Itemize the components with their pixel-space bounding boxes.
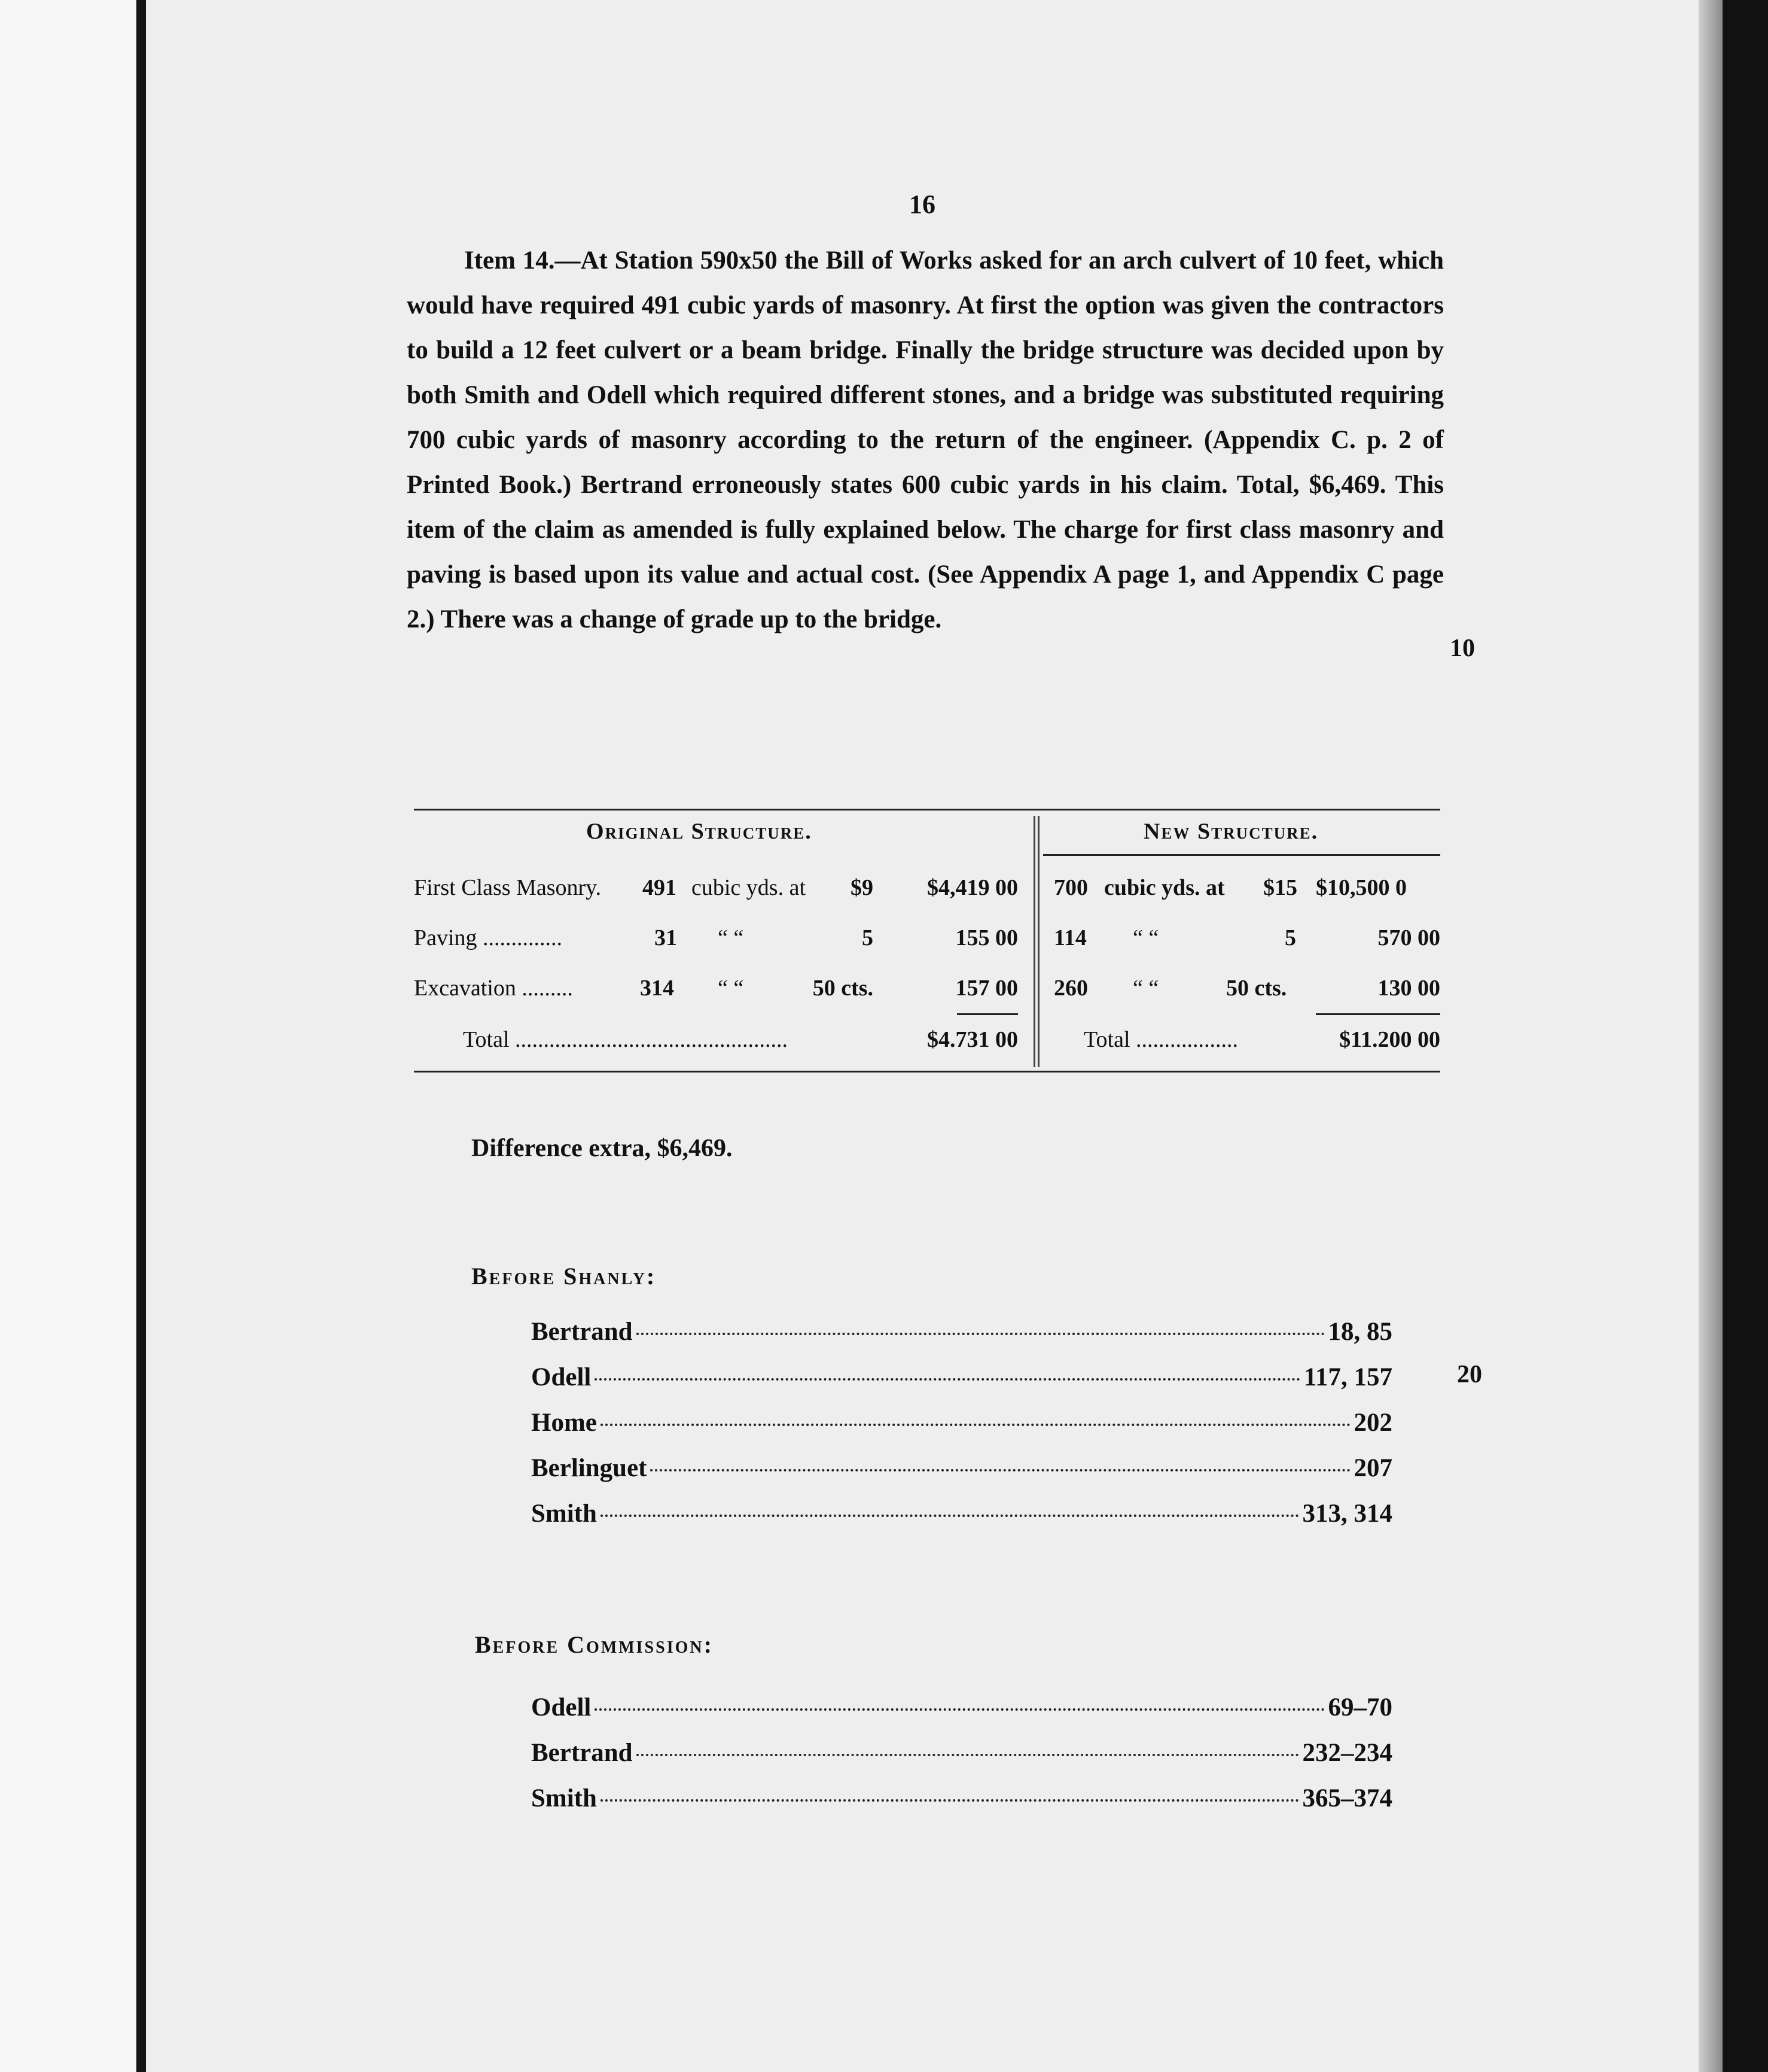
page-edge bbox=[1723, 0, 1768, 2072]
witness-name: Home bbox=[531, 1409, 597, 1437]
row-unit: “ “ bbox=[718, 976, 744, 1001]
total-rule-new bbox=[1316, 1013, 1440, 1015]
list-item bbox=[531, 1499, 1392, 1528]
row-new-amount: 570 00 bbox=[1377, 925, 1440, 950]
row-amount: 155 00 bbox=[955, 925, 1018, 950]
page-references: 207 bbox=[1354, 1454, 1392, 1482]
new-heading-rule bbox=[1043, 854, 1440, 856]
row-label: First Class Masonry. bbox=[414, 875, 602, 900]
page-references: 117, 157 bbox=[1303, 1363, 1392, 1391]
new-structure-heading: New Structure. bbox=[1144, 819, 1319, 844]
row-rate: 50 cts. bbox=[812, 976, 873, 1001]
row-label: Excavation ......... bbox=[414, 976, 573, 1001]
page-references: 69–70 bbox=[1328, 1693, 1392, 1721]
total-rule-original bbox=[957, 1013, 1018, 1015]
list-item bbox=[531, 1693, 1392, 1722]
new-total-label: Total .................. bbox=[1084, 1027, 1239, 1052]
leader-dots bbox=[600, 1424, 1351, 1426]
row-unit: “ “ bbox=[718, 925, 744, 950]
witness-name: Odell bbox=[531, 1363, 592, 1391]
witness-name: Bertrand bbox=[531, 1318, 633, 1346]
page-references: 365–374 bbox=[1302, 1784, 1392, 1812]
page-references: 313, 314 bbox=[1302, 1500, 1392, 1528]
page-references: 202 bbox=[1354, 1409, 1392, 1437]
witness-name: Berlinguet bbox=[531, 1454, 647, 1482]
row-new-unit: cubic yds. at bbox=[1104, 875, 1225, 900]
witness-name: Bertrand bbox=[531, 1739, 633, 1767]
leader-dots bbox=[600, 1515, 1299, 1517]
row-new-amount: 130 00 bbox=[1377, 976, 1440, 1001]
page-references: 232–234 bbox=[1302, 1739, 1392, 1767]
row-quantity: 314 bbox=[640, 976, 674, 1001]
before-shanly-heading: Before Shanly: bbox=[471, 1263, 657, 1290]
row-quantity: 491 bbox=[642, 875, 676, 900]
list-item bbox=[531, 1454, 1392, 1483]
page-references: 18, 85 bbox=[1328, 1318, 1392, 1346]
witness-name: Smith bbox=[531, 1784, 597, 1812]
table-column-separator bbox=[1034, 816, 1040, 1067]
row-new-quantity: 260 bbox=[1054, 976, 1088, 1001]
leader-dots bbox=[595, 1708, 1324, 1711]
list-item bbox=[531, 1738, 1392, 1768]
page-edge-shadow bbox=[1699, 0, 1723, 2072]
binding-margin bbox=[0, 0, 144, 2072]
row-new-quantity: 700 bbox=[1054, 875, 1088, 900]
binding-line bbox=[136, 0, 146, 2072]
original-total-label: Total ................................................ bbox=[463, 1027, 788, 1052]
new-total-amount: $11.200 00 bbox=[1339, 1027, 1440, 1052]
body-paragraph: Item 14.—At Station 590x50 the Bill of Works asked for an arch culvert of 10 feet, which would have required 491 cubic yards of masonry. At first the option was given the contractors to build a 12 feet culvert or a beam bridge. Finally the bridge structure was decided upon by both Smith and Odell which required different stones, and a bridge was substituted requiring 700 cubic yards of masonry according to the return of the engineer. (Appendix C. p. 2 of Printed Book.) Bertrand erroneously states 600 cubic yards in his claim. Total, $6,469. This item of the claim as amended is fully explained below. The charge for first class masonry and paving is based upon its value and actual cost. (See Appendix A page 1, and Appendix C page 2.) There was a change of grade up to the bridge. bbox=[407, 246, 1444, 633]
list-item bbox=[531, 1784, 1392, 1813]
list-item bbox=[531, 1317, 1392, 1346]
original-total-amount: $4.731 00 bbox=[927, 1027, 1018, 1052]
row-rate: 5 bbox=[862, 925, 873, 950]
row-new-rate: 50 cts. bbox=[1226, 976, 1287, 1001]
difference-line: Difference extra, $6,469. bbox=[471, 1135, 733, 1162]
witness-name: Smith bbox=[531, 1500, 597, 1528]
row-amount: $4,419 00 bbox=[927, 875, 1018, 900]
row-new-quantity: 114 bbox=[1054, 925, 1087, 950]
row-amount: 157 00 bbox=[955, 976, 1018, 1001]
leader-dots bbox=[600, 1799, 1299, 1802]
row-new-unit: “ “ bbox=[1133, 925, 1159, 950]
list-item bbox=[531, 1408, 1392, 1437]
page-number: 16 bbox=[909, 190, 935, 219]
row-rate: $9 bbox=[851, 875, 873, 900]
witness-name: Odell bbox=[531, 1693, 592, 1721]
leader-dots bbox=[636, 1754, 1299, 1756]
leader-dots bbox=[595, 1378, 1300, 1381]
margin-line-number: 10 bbox=[1450, 635, 1475, 662]
before-commission-heading: Before Commission: bbox=[475, 1631, 714, 1658]
table-bottom-rule bbox=[414, 1071, 1440, 1072]
table-top-rule bbox=[414, 809, 1440, 810]
row-label: Paving .............. bbox=[414, 925, 563, 950]
leader-dots bbox=[650, 1469, 1350, 1471]
row-quantity: 31 bbox=[654, 925, 677, 950]
row-new-unit: “ “ bbox=[1133, 976, 1159, 1001]
row-unit: cubic yds. at bbox=[691, 875, 806, 900]
row-new-rate: 5 bbox=[1285, 925, 1296, 950]
list-item bbox=[531, 1363, 1392, 1392]
row-new-amount: $10,500 0 bbox=[1316, 875, 1407, 900]
leader-dots bbox=[636, 1333, 1325, 1335]
original-structure-heading: Original Structure. bbox=[586, 819, 812, 844]
margin-line-number: 20 bbox=[1457, 1361, 1482, 1388]
row-new-rate: $15 bbox=[1263, 875, 1297, 900]
